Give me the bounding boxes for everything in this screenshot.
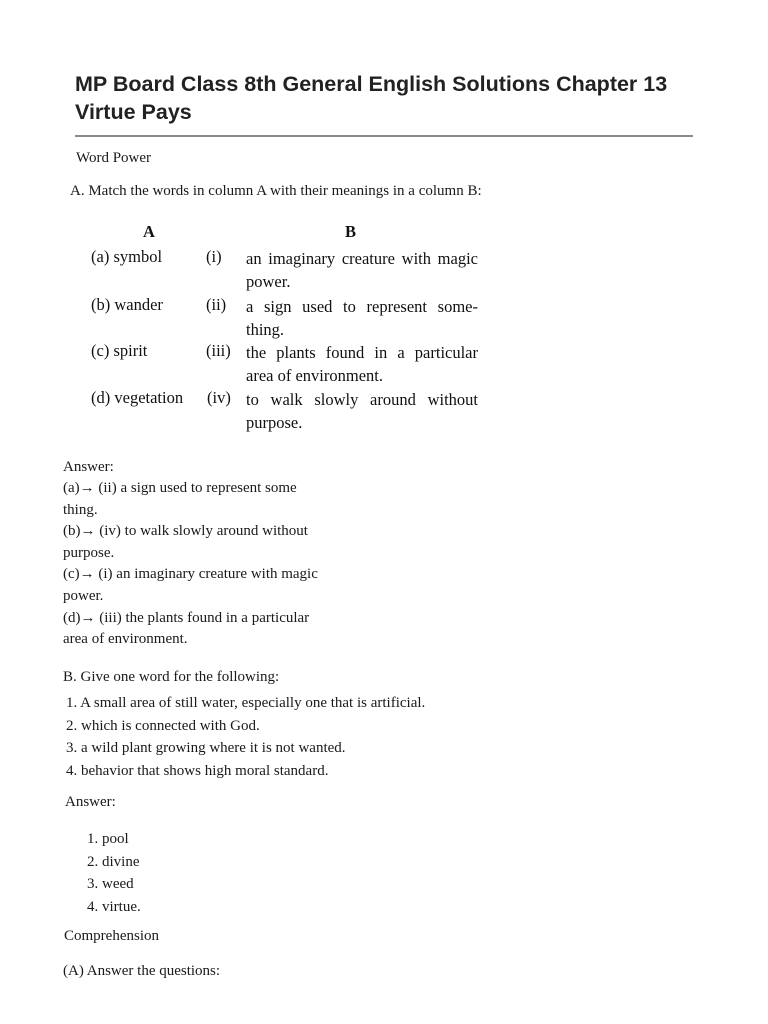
match-row [88,388,480,434]
match-row [88,247,480,293]
answer-item: (d)→ (iii) the plants found in a particular area of environment. [63,609,310,648]
match-numeral: (iii) [206,341,231,360]
match-row [88,295,480,341]
list-item: 2. which is connected with God. [66,717,260,734]
match-row [88,341,480,387]
column-b-header: B [345,222,357,241]
list-item: 4. virtue. [87,898,141,915]
question-b: B. Give one word for the following: [63,669,280,685]
match-meaning: to walk slowly around without purpose. [246,390,478,432]
answer-label-b: Answer: [65,794,116,810]
title-divider [75,135,693,137]
match-numeral: (i) [206,247,222,266]
match-word: (d) vegetation [91,388,184,407]
answer-list-b [87,828,141,918]
match-meaning: the plants found in a particular area of environment. [246,343,478,385]
match-meaning: a sign used to represent some-thing. [246,297,478,339]
match-word: (c) spirit [91,341,148,360]
match-word: (b) wander [91,295,163,314]
page-title: MP Board Class 8th General English Solutions Chapter 13 Virtue Pays [75,72,668,124]
answer-item: (b)→ (iv) to walk slowly around without purpose. [63,523,308,561]
match-numeral: (ii) [206,295,227,314]
match-word: (a) symbol [91,247,163,266]
list-item: 4. behavior that shows high moral standard. [66,762,329,779]
answer-block-a [63,478,333,651]
section-heading-word-power: Word Power [76,150,152,166]
match-meaning: an imaginary creature with magic power. [246,249,478,291]
question-a: A. Match the words in column A with their meanings in a column B: [70,183,482,199]
list-item: 1. A small area of still water, especially one that is artificial. [66,695,426,711]
comprehension-question-a: (A) Answer the questions: [63,963,221,979]
match-table-image [88,220,480,432]
answer-label-a: Answer: [63,459,114,475]
list-item: 2. divine [87,853,140,870]
answer-item: (c)→ (i) an imaginary creature with magic power. [63,566,318,604]
list-item: 3. weed [87,876,134,892]
column-a-header: A [143,222,155,241]
list-item: 3. a wild plant growing where it is not wanted. [66,740,346,756]
match-numeral: (iv) [207,388,231,407]
list-item: 1. pool [87,831,129,847]
section-heading-comprehension: Comprehension [64,928,159,944]
question-b-list [66,692,425,782]
answer-item: (a)→ (ii) a sign used to represent some thing. [63,480,297,518]
